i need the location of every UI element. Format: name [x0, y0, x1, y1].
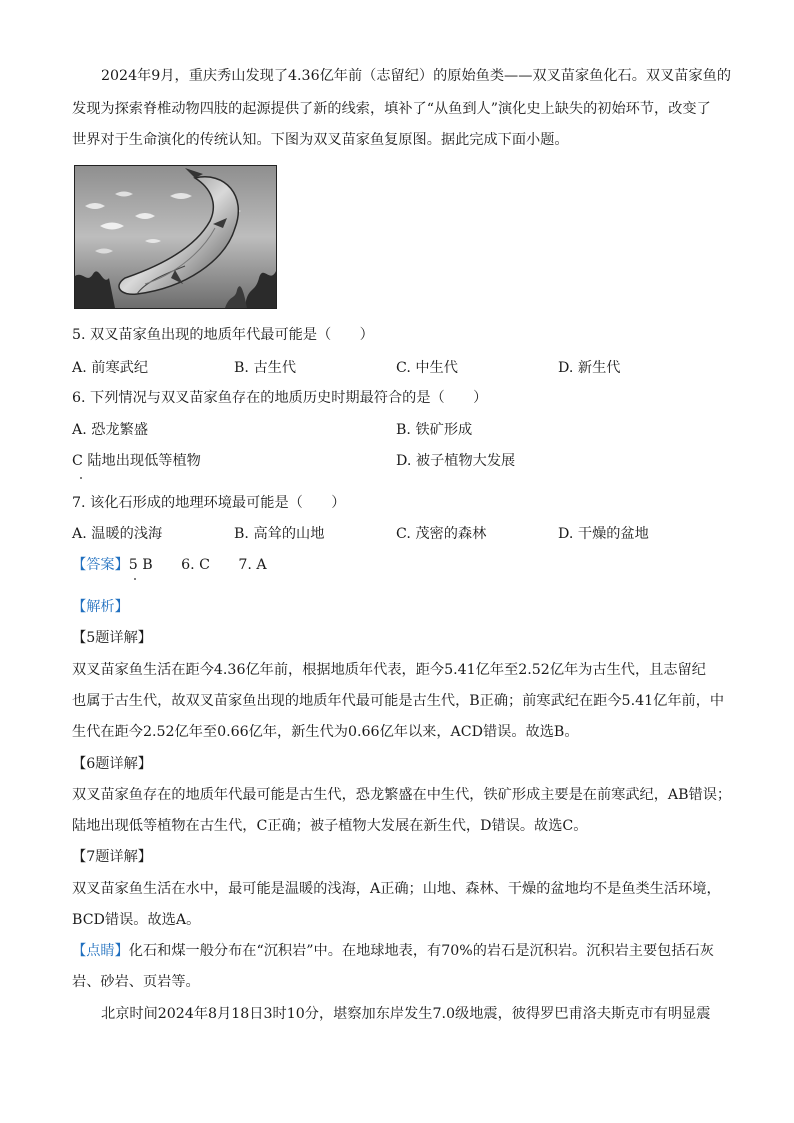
q7-detail-line-1: 双叉苗家鱼生活在水中，最可能是温暖的浅海，A正确；山地、森林、干燥的盆地均不是鱼类生活环境， — [72, 881, 721, 897]
intro-line-3: 世界对于生命演化的传统认知。下图为双叉苗家鱼复原图。据此完成下面小题。 — [72, 132, 569, 148]
stray-dot-mark — [134, 578, 136, 580]
answer-text: 5 B 6. C 7. A — [128, 557, 267, 573]
q6-detail-heading: 【6题详解】 — [72, 756, 152, 772]
question-5-option-d: D. 新生代 — [558, 360, 621, 376]
tip-line-1 — [72, 941, 714, 961]
question-7-stem: 7. 该化石形成的地理环境最可能是（ ） — [72, 495, 346, 511]
question-5-option-b: B. 古生代 — [234, 360, 297, 376]
q7-detail-line-2: BCD错误。故选A。 — [72, 912, 201, 928]
stray-dot-mark — [80, 477, 82, 479]
question-7-option-d: D. 干燥的盆地 — [558, 526, 649, 542]
question-6-option-b: B. 铁矿形成 — [396, 422, 473, 438]
fossil-fish-image — [74, 165, 277, 309]
tip-label: 【点睛】 — [72, 943, 129, 959]
q5-detail-line-3: 生代在距今2.52亿年至0.66亿年，新生代为0.66亿年以来，ACD错误。故选B。 — [72, 724, 579, 740]
question-7-option-a: A. 温暖的浅海 — [72, 526, 163, 542]
question-5-stem: 5. 双叉苗家鱼出现的地质年代最可能是（ ） — [72, 327, 374, 343]
q5-detail-line-2: 也属于古生代，故双叉苗家鱼出现的地质年代最可能是古生代，B正确；前寒武纪在距今5.41亿年前，中 — [72, 693, 725, 709]
answer-line — [72, 555, 267, 575]
question-6-option-d: D. 被子植物大发展 — [396, 453, 516, 469]
question-6-option-a: A. 恐龙繁盛 — [72, 422, 149, 438]
intro-line-1: 2024年9月，重庆秀山发现了4.36亿年前（志留纪）的原始鱼类——双叉苗家鱼化石。双叉苗家鱼的 — [101, 68, 732, 84]
q6-detail-line-1: 双叉苗家鱼存在的地质年代最可能是古生代，恐龙繁盛在中生代，铁矿形成主要是在前寒武纪，AB错误； — [72, 787, 732, 803]
question-5-option-c: C. 中生代 — [396, 360, 458, 376]
question-6-stem: 6. 下列情况与双叉苗家鱼存在的地质历史时期最符合的是（ ） — [72, 390, 488, 406]
question-7-option-b: B. 高耸的山地 — [234, 526, 325, 542]
q7-detail-heading: 【7题详解】 — [72, 849, 152, 865]
answer-label: 【答案】 — [72, 557, 129, 573]
next-passage-line-1: 北京时间2024年8月18日3时10分，堪察加东岸发生7.0级地震，彼得罗巴甫洛夫斯克市有明显震 — [101, 1006, 711, 1022]
question-7-option-c: C. 茂密的森林 — [396, 526, 487, 542]
question-6-option-c: C 陆地出现低等植物 — [72, 453, 201, 469]
fossil-fish-illustration-icon — [75, 166, 276, 308]
tip-line-2: 岩、砂岩、页岩等。 — [72, 974, 200, 990]
q5-detail-line-1: 双叉苗家鱼生活在距今4.36亿年前，根据地质年代表，距今5.41亿年至2.52亿年为古生代，且志留纪 — [72, 662, 706, 678]
analysis-label: 【解析】 — [72, 599, 129, 615]
intro-line-2: 发现为探索脊椎动物四肢的起源提供了新的线索，填补了“从鱼到人”演化史上缺失的初始环节，改变了 — [72, 101, 711, 117]
q6-detail-line-2: 陆地出现低等植物在古生代，C正确；被子植物大发展在新生代，D错误。故选C。 — [72, 818, 588, 834]
tip-text-1: 化石和煤一般分布在“沉积岩”中。在地球地表，有70%的岩石是沉积岩。沉积岩主要包括石灰 — [128, 943, 714, 959]
q5-detail-heading: 【5题详解】 — [72, 630, 152, 646]
question-5-option-a: A. 前寒武纪 — [72, 360, 149, 376]
